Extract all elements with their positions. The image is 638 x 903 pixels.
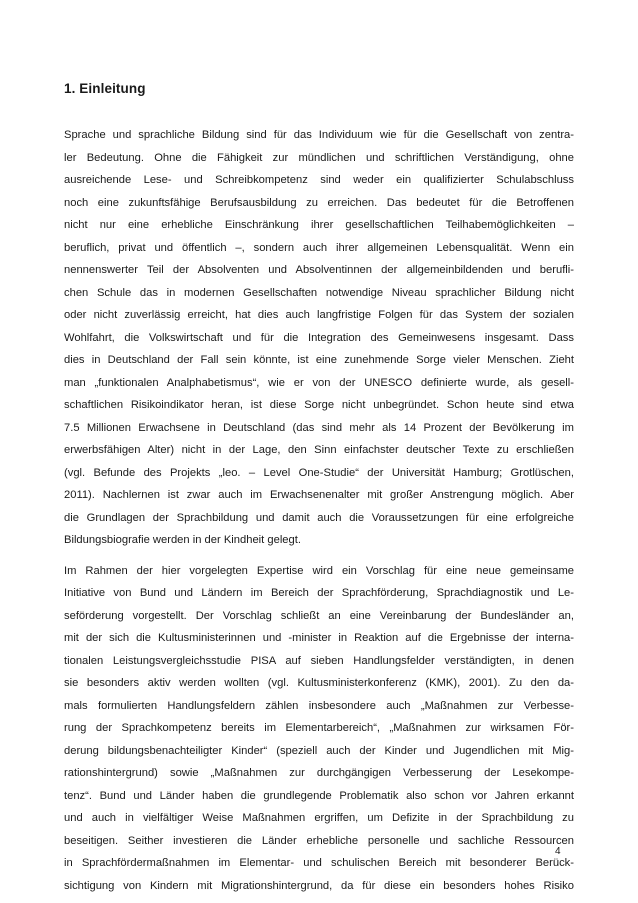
text-line: 2011). Nachlernen ist zwar auch im Erwachsenenalter mit großer Anstrengung möglich. Aber: [64, 489, 574, 501]
text-line: rationshintergrund) sowie „Maßnahmen zur durchgängigen Verbesserung der Lesekompe-: [64, 767, 574, 779]
text-line: rung der Sprachkompetenz bereits im Elementarbereich“, „Maßnahmen zur wirksamen För-: [64, 722, 574, 734]
text-line: erwerbsfähigen Alter) nicht in der Lage, den Sinn einfachster deutscher Texte zu erschließen: [64, 444, 574, 456]
paragraph-spacer: [64, 552, 574, 560]
text-line: beruflich, privat und öffentlich –, sondern auch ihrer allgemeinen Lebensqualität. Wenn ein: [64, 241, 574, 254]
text-line: Wohlfahrt, die Volkswirtschaft und für die Integration des Gemeinwesens insgesamt. Dass: [64, 331, 574, 344]
text-line: noch eine zukunftsfähige Berufsausbildung zu erreichen. Das bedeutet für die Betroffenen: [64, 196, 574, 209]
text-line: Bildungsbiografie werden in der Kindheit gelegt.: [64, 534, 301, 546]
text-line: oder nicht zuverlässig erreicht, hat dies auch langfristige Folgen für das System der sozialen: [64, 309, 574, 321]
text-line: beseitigen. Seither investieren die Länder erhebliche personelle und sachliche Ressourcen: [64, 834, 574, 847]
text-line: nicht nur eine erhebliche Einschränkung ihrer gesellschaftlichen Teilhabemöglichkeiten –: [64, 219, 574, 231]
text-line: Im Rahmen der hier vorgelegten Expertise wird ein Vorschlag für eine neue gemeinsame: [64, 564, 574, 577]
text-line: in Sprachfördermaßnahmen im Elementar- und schulischen Bereich mit besonderer Berück-: [64, 857, 574, 869]
text-line: 7.5 Millionen Erwachsene in Deutschland (das sind mehr als 14 Prozent der Bevölkerung im: [64, 421, 574, 434]
text-line: seförderung vorgestellt. Der Vorschlag schließt an eine Vereinbarung der Bundesländer an,: [64, 609, 574, 622]
text-line: mit der sich die Kultusministerinnen und -minister in Reaktion auf die Ergebnisse der interna-: [64, 632, 574, 644]
text-line: ler Bedeutung. Ohne die Fähigkeit zur mündlichen und schriftlichen Verständigung, ohne: [64, 151, 574, 164]
text-line: ausreichende Lese- und Schreibkompetenz sind weder ein qualifizierter Schulabschluss: [64, 174, 574, 186]
paragraph-1: [64, 124, 574, 552]
text-line: mals formulierten Handlungsfeldern zählen insbesondere auch „Maßnahmen zur Verbesse-: [64, 699, 574, 712]
text-line: sichtigung von Kindern mit Migrationshintergrund, da für diese ein besonders hohes Risiko: [64, 879, 574, 892]
text-line: man „funktionalen Analphabetismus“, wie er von der UNESCO definierte wurde, als gesell-: [64, 376, 574, 389]
paragraph-2: [64, 560, 574, 898]
text-line: schaftlichen Risikoindikator heran, ist diese Sorge nicht unbegründet. Schon heute sind etwa: [64, 399, 574, 411]
text-line: tionalen Leistungsvergleichsstudie PISA auf sieben Handlungsfelder verständigten, in denen: [64, 654, 574, 667]
section-heading: 1. Einleitung: [64, 81, 146, 96]
text-line: und auch in vielfältiger Weise Maßnahmen ergriffen, um Defizite in der Sprachbildung zu: [64, 812, 574, 824]
text-line: chen Schule das in modernen Gesellschaften notwendige Niveau sprachlicher Bildung nicht: [64, 286, 574, 299]
text-line: Sprache und sprachliche Bildung sind für das Individuum wie für die Gesellschaft von zentra-: [64, 129, 574, 141]
text-line: tenz“. Bund und Länder haben die grundlegende Problematik also schon vor Jahren erkannt: [64, 789, 574, 802]
page-number: 4: [555, 846, 561, 857]
text-line: dies in Deutschland der Fall sein könnte, ist eine zunehmende Sorge vieler Menschen. Zieht: [64, 354, 574, 366]
text-line: Initiative von Bund und Ländern im Bereich der Sprachförderung, Sprachdiagnostik und Le-: [64, 587, 574, 599]
text-line: nennenswerter Teil der Absolventen und Absolventinnen der allgemeinbildenden und berufli-: [64, 264, 574, 276]
text-line: (vgl. Befunde des Projekts „leo. – Level One-Studie“ der Universität Hamburg; Grotlüschen,: [64, 466, 574, 479]
text-line: sie besonders aktiv werden wollten (vgl. Kultusministerkonferenz (KMK), 2001). Zu den da-: [64, 677, 574, 689]
text-line: die Grundlagen der Sprachbildung und damit auch die Voraussetzungen für eine erfolgreiche: [64, 511, 574, 524]
body-text: [64, 124, 574, 897]
text-line: derung bildungsbenachteiligter Kinder“ (speziell auch der Kinder und Jugendlichen mit Mig-: [64, 744, 574, 757]
